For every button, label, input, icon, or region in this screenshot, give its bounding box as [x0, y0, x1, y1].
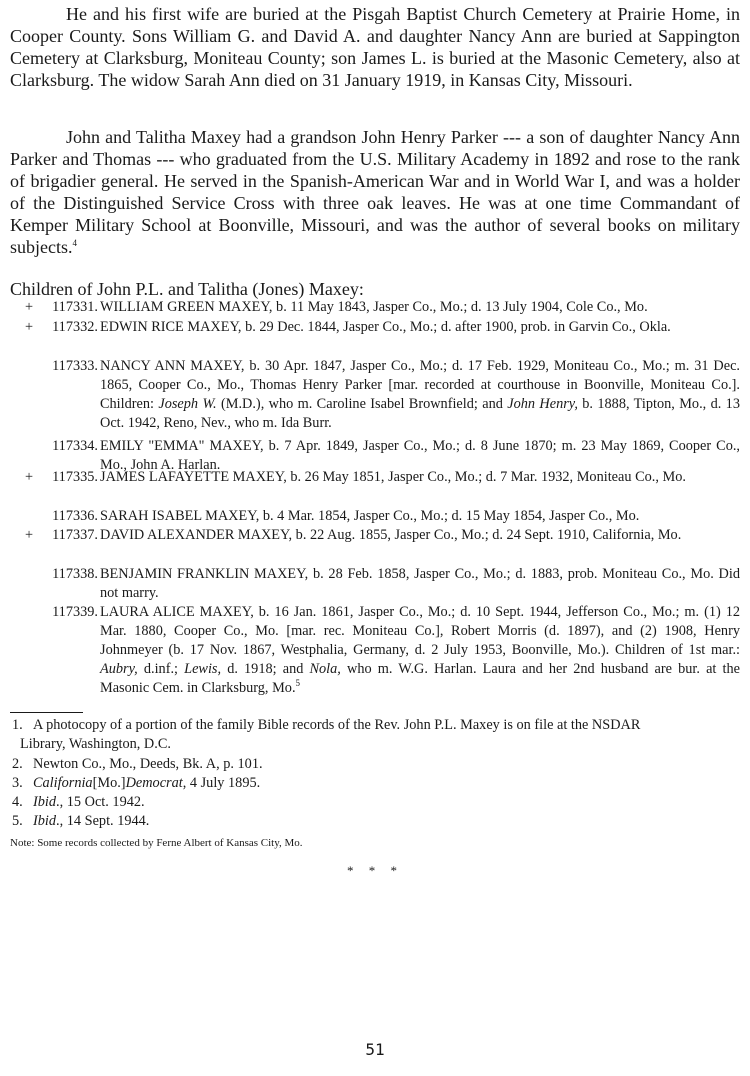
child-name: BENJAMIN FRANKLIN MAXEY,: [100, 566, 309, 582]
child-text: [100, 603, 740, 698]
child-details: (M.D.), who m. Caroline Isabel Brownfield; and: [216, 396, 508, 412]
child-name: WILLIAM GREEN MAXEY,: [100, 299, 273, 315]
child-text: [100, 468, 740, 487]
child-number: 117339.: [52, 604, 98, 620]
footnote-text: A photocopy of a portion of the family Bible records of the Rev. John P.L. Maxey is on file at the NSDAR: [33, 717, 641, 733]
footnote-text: [33, 812, 740, 831]
child-details: b. 11 May 1843, Jasper Co., Mo.; d. 13 July 1904, Cole Co., Mo.: [272, 299, 648, 315]
child-text: [100, 318, 740, 337]
child-text: [100, 357, 740, 433]
child-details: b. 28 Feb. 1858, Jasper Co., Mo.; d. 1883, prob. Moniteau Co., Mo. Did not marry.: [100, 566, 740, 601]
child-number: 117335.: [52, 469, 98, 485]
child-text: [100, 565, 740, 603]
paragraph-text: John and Talitha Maxey had a grandson John Henry Parker --- a son of daughter Nancy Ann Parker and Thomas --- who graduated from the U.S. Military Academy in 1892 and rose to the rank of brigadier general. He served in the Spanish-American War and in World War I, and was a holder of the Distinguished Service Cross with three oak leaves. He was at one time Commandant of Kemper Military School at Boonville, Missouri, and was the author of several books on military subjects.: [10, 127, 740, 257]
child-name: JAMES LAFAYETTE MAXEY,: [100, 469, 287, 485]
ibid-text: Ibid: [33, 813, 57, 829]
child-name: NANCY ANN MAXEY,: [100, 358, 245, 374]
descendant-marker: +: [24, 469, 34, 485]
grandchild-name: Nola,: [309, 661, 341, 677]
records-note: Note: Some records collected by Ferne Albert of Kansas City, Mo.: [10, 837, 303, 849]
descendant-marker: +: [24, 319, 34, 335]
descendant-marker: +: [24, 299, 34, 315]
child-name: LAURA ALICE MAXEY,: [100, 604, 254, 620]
child-details: b. 29 Dec. 1844, Jasper Co., Mo.; d. after 1900, prob. in Garvin Co., Okla.: [241, 319, 671, 335]
child-number: 117338.: [52, 566, 98, 582]
child-number: 117332.: [52, 319, 98, 335]
citation-title: Democrat: [125, 775, 183, 791]
section-separator: * * *: [347, 863, 403, 878]
child-details: b. 1888, Tipton, Mo., d. 13 Oct. 1942, Reno, Nev., who m. Ida Burr.: [100, 396, 740, 431]
child-details: d. 1918; and: [221, 661, 310, 677]
grandchild-name: Lewis,: [184, 661, 222, 677]
citation-text: , 4 July 1895.: [182, 775, 261, 791]
child-name: EMILY "EMMA" MAXEY,: [100, 438, 264, 454]
child-text: [100, 526, 740, 545]
footnote-number: 4.: [12, 794, 23, 810]
citation-title: California: [33, 775, 93, 791]
child-number: 117331.: [52, 299, 98, 315]
child-details: b. 16 Jan. 1861, Jasper Co., Mo.; d. 10 Sept. 1944, Jefferson Co., Mo.; m. (1) 12 Mar. 1880, Cooper Co., Mo. [mar. rec. Moniteau Co.], Robert Morris (d. 1897), and (2) 1908, Henry Johnmeyer (b. 17 Nov. 1867, Westphalia, Germany, d. 2 July 1953, Boonville, Mo.). Children of 1st mar.:: [100, 604, 740, 658]
child-details: b. 4 Mar. 1854, Jasper Co., Mo.; d. 15 May 1854, Jasper Co., Mo.: [259, 508, 640, 524]
children-heading: Children of John P.L. and Talitha (Jones) Maxey:: [10, 279, 364, 299]
citation-text: ., 14 Sept. 1944.: [56, 813, 150, 829]
child-details: b. 22 Aug. 1855, Jasper Co., Mo.; d. 24 Sept. 1910, California, Mo.: [292, 527, 682, 543]
ibid-text: Ibid: [33, 794, 57, 810]
child-details: d.inf.;: [137, 661, 185, 677]
child-name: EDWIN RICE MAXEY,: [100, 319, 242, 335]
child-details: who m. W.G. Harlan. Laura and her 2nd husband are bur. at the Masonic Cem. in Clarksburg, Mo.: [100, 661, 740, 696]
footnote-ref: 5: [295, 678, 301, 689]
footnote-number: 5.: [12, 813, 23, 829]
footnote-text: [33, 774, 740, 793]
child-name: DAVID ALEXANDER MAXEY,: [100, 527, 293, 543]
footnote-divider: [10, 712, 83, 713]
paragraph-text: He and his first wife are buried at the Pisgah Baptist Church Cemetery at Prairie Home, in Cooper County. Sons William G. and David A. and daughter Nancy Ann are buried at Sappington Cemetery at Clarksburg, Moniteau County; son James L. is buried at the Masonic Cemetery, also at Clarksburg. The widow Sarah Ann died on 31 January 1919, in Kansas City, Missouri.: [10, 4, 740, 90]
paragraph-burials: [10, 3, 740, 91]
descendant-marker: +: [24, 527, 34, 543]
footnote-text: Library, Washington, D.C.: [20, 736, 171, 752]
child-text: [100, 298, 740, 317]
child-number: 117334.: [52, 438, 98, 454]
citation-text: ., 15 Oct. 1942.: [56, 794, 145, 810]
child-details: b. 26 May 1851, Jasper Co., Mo.; d. 7 Mar. 1932, Moniteau Co., Mo.: [286, 469, 686, 485]
footnote-ref: 4: [72, 238, 77, 248]
grandchild-name: John Henry,: [507, 396, 578, 412]
child-text: [100, 507, 740, 526]
footnote-text: Newton Co., Mo., Deeds, Bk. A, p. 101.: [33, 756, 263, 772]
footnote-number: 2.: [12, 756, 23, 772]
child-number: 117336.: [52, 508, 98, 524]
citation-text: [Mo.]: [92, 775, 126, 791]
grandchild-name: Joseph W.: [158, 396, 217, 412]
footnote-number: 1.: [12, 717, 23, 733]
child-details: b. 7 Apr. 1849, Jasper Co., Mo.; d. 8 June 1870; m. 23 May 1869, Cooper Co., Mo., John A. Harlan.: [100, 438, 740, 473]
child-details: b. 30 Apr. 1847, Jasper Co., Mo.; d. 17 Feb. 1929, Moniteau Co., Mo.; m. 31 Dec. 1865, Cooper Co., Mo., Thomas Henry Parker [mar. recorded at courthouse in Boonville, Moniteau Co.]. Children:: [100, 358, 740, 412]
grandchild-name: Aubry,: [100, 661, 138, 677]
paragraph-grandson: [10, 126, 740, 258]
child-name: SARAH ISABEL MAXEY,: [100, 508, 260, 524]
footnote-text: [33, 793, 740, 812]
footnote-number: 3.: [12, 775, 23, 791]
child-number: 117333.: [52, 358, 98, 374]
page-number: 51: [365, 1040, 385, 1059]
child-number: 117337.: [52, 527, 98, 543]
